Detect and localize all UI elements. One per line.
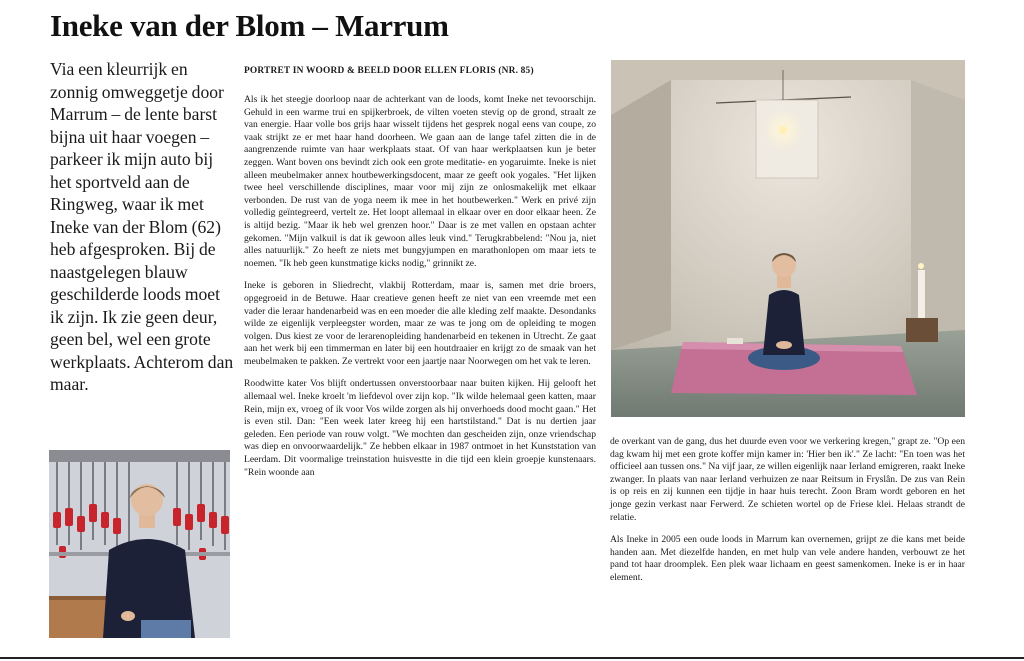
paragraph: Roodwitte kater Vos blijft ondertussen onverstoorbaar naar buiten kijken. Hij gelooft het allemaal wel. Ineke kroelt 'm liefdevol over zijn kop. "Ik wilde helemaal geen katten, maar Rein, mijn ex, vroeg of ik voor Vos wilde zorgen als hij onverhoeds dood mocht gaan." Het is even stil. Dan: "Een week later kreeg hij een hartstilstand." Dat is nu dertien jaar geleden. Een periode van rouw volgt. "We mochten dan gescheiden zijn, onze vriendschap was diep en onvoorwaardelijk." Ze hebben elkaar in 1987 ontmoet in het Kunststation van Leerdam. Dit voormalige treinstation huisvestte in die tijd een klein groepje kunstenaars. "Rein woonde aan — [244, 378, 596, 478]
photo-yoga-room — [611, 60, 965, 417]
bottom-divider — [0, 657, 1024, 659]
article-column-middle — [244, 94, 596, 489]
photo-workshop-portrait — [49, 450, 230, 638]
article-column-right — [610, 436, 965, 595]
paragraph: de overkant van de gang, dus het duurde even voor we verkering kregen," grapt ze. "Op een dag kwam hij met een grote koffer mijn kamer in: 'Hier ben ik'." Ze lacht: "En toen was het officieel aan tussen ons." Na vijf jaar, ze willen eigenlijk naar Ierland emigreren, raakt Ineke zwanger. In plaats van naar Ierland verhuizen ze naar Reitsum in Fryslân. De zus van Rein is op reis en zij kunnen een tijdje in haar huis terecht. Zoon Bram wordt geboren en het jonge gezin verkast naar Ferwerd. Ze schieten wortel op de Friese klei. Helaas strandt de relatie. — [610, 436, 965, 523]
paragraph: Ineke is geboren in Sliedrecht, vlakbij Rotterdam, maar is, samen met drie broers, opgegroeid in de Betuwe. Haar creatieve genen heeft ze niet van een vreemde met een vader die leraar handenarbeid was en een moeder die alle kleding zelf maakte. Desondanks wilde ze eigenlijk verpleegster worden, maar ze was te jong om de opleiding te mogen volgen. Dus kiest ze voor de lerarenopleiding handenarbeid en tekenen in Utrecht. Ze gaat aan het werk bij een timmerman en later bij een houtdraaier en krijgt zo de smaak van het meubelmaken te pakken. Ze vertrekt voor een jaartje naar Noorwegen om het vak te leren. — [244, 280, 596, 367]
article-byline: PORTRET IN WOORD & BEELD DOOR ELLEN FLORIS (NR. 85) — [244, 66, 534, 76]
article-title: Ineke van der Blom – Marrum — [50, 8, 449, 43]
paragraph: Als Ineke in 2005 een oude loods in Marrum kan overnemen, grijpt ze die kans met beide handen aan. Met diezelfde handen, en met hulp van vele andere handen, verbouwt ze het pand tot haar droomplek. Een plek waar lichaam en geest samenkomen. Ineke is er in haar element. — [610, 534, 965, 583]
paragraph: Als ik het steegje doorloop naar de achterkant van de loods, komt Ineke net tevoorschijn. Gehuld in een warme trui en spijkerbroek, de vilten voeten stevig op de grond, straalt ze van energie. Haar volle bos grijs haar wisselt tijdens het gesprek nogal eens van coupe, zo vaak strijkt ze er met haar hand doorheen. We gaan aan de lange tafel zitten die in de aangrenzende ruimte van haar werkplaats staat. Of van haar werkplaatsen kun je beter zeggen. Want boven ons bevindt zich ook een grote meditatie- en yogaruimte. Ineke is niet alleen meubelmaker annex houtbewerkingsdocent, maar ze geeft ook yogales. "Het lijken twee heel verschillende disciplines, maar voor mij zijn ze onlosmakelijk met elkaar verbonden. De rust van de yoga neem ik mee in het houtbewerken." Werk en privé zijn volledig geïntegreerd, vertelt ze. Het loopt allemaal in elkaar over en door elkaar heen. Ze is altijd bezig. "Maar ik heb wel grenzen hoor." Daar is ze met vallen en opstaan achter gekomen. "Mijn valkuil is dat ik gewoon alles leuk vind." Terugkrabbelend: "Nou ja, niet alles natuurlijk." Zo heeft ze niets met bungyjumpen en marathonlopen om maar iets te noemen. "Ik heb geen kunstmatige kicks nodig," grinnikt ze. — [244, 94, 596, 269]
article-intro: Via een kleurrijk en zonnig omweggetje door Marrum – de lente barst bijna uit haar voegen – parkeer ik mijn auto bij het sportveld aan de Ringweg, waar ik met Ineke van der Blom (62) heb afgesproken. Bij de naastgelegen blauw geschilderde loods moet ik zijn. Ik zie geen deur, geen bel, wel een grote werkplaats. Achterom dan maar. — [50, 59, 234, 394]
